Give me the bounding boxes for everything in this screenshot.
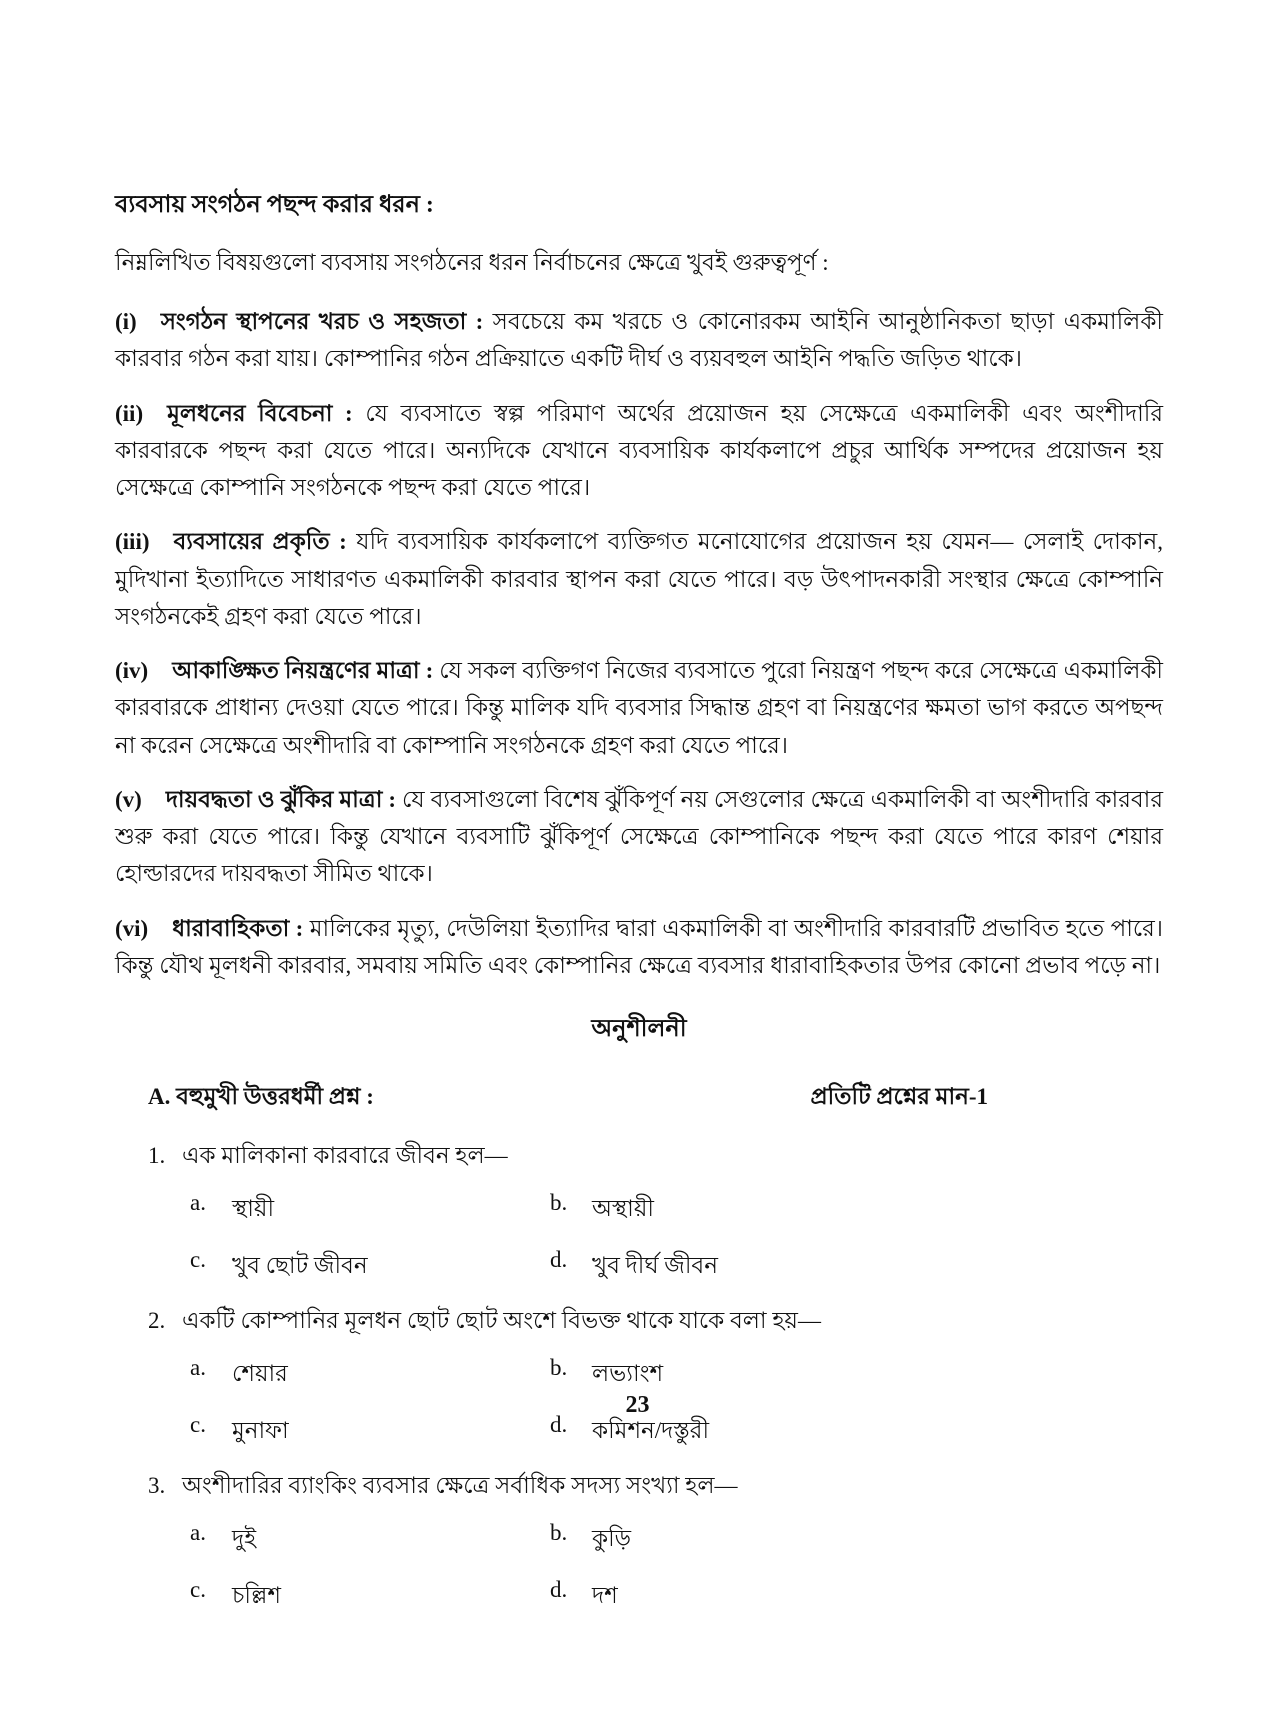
page-number: 23 [625, 1392, 650, 1418]
point-term: আকাঙ্ক্ষিত নিয়ন্ত্রণের মাত্রা : [172, 658, 434, 683]
point-text: যে সকল ব্যক্তিগণ নিজের ব্যবসাতে পুরো নিয়ন্ত্রণ পছন্দ করে সেক্ষেত্রে একমালিকী কারবারকে প্রাধান্য দেওয়া যেতে পারে। কিন্তু মালিক যদি ব্যবসার সিদ্ধান্ত গ্রহণ বা নিয়ন্ত্রণের ক্ষমতা ভাগ করতে অপছন্দ না করেন সেক্ষেত্রে অংশীদারি বা কোম্পানি সংগঠনকে গ্রহণ করা যেতে পারে। [115, 658, 1163, 758]
point-text: যে ব্যবসাতে স্বল্প পরিমাণ অর্থের প্রয়োজন হয় সেক্ষেত্রে একমালিকী এবং অংশীদারি কারবারকে পছন্দ করা যেতে পারে। অন্যদিকে যেখানে ব্যবসায়িক কার্যকলাপে প্রচুর আর্থিক সম্পদের প্রয়োজন হয় সেক্ষেত্রে কোম্পানি সংগঠনকে পছন্দ করা যেতে পারে। [115, 400, 1163, 500]
question-number: 3. [148, 1473, 166, 1498]
options-grid [115, 1520, 1163, 1616]
point-term: মূলধনের বিবেচনা : [167, 400, 353, 426]
point-number: (vi) [115, 915, 149, 941]
option-text-d: খুব দীর্ঘ জীবন [592, 1253, 718, 1278]
point-iv [115, 652, 1163, 764]
question-text: একটি কোম্পানির মূলধন ছোট ছোট অংশে বিভক্ত থাকে যাকে বলা হয়— [182, 1308, 821, 1333]
question-text: এক মালিকানা কারবারে জীবন হল— [182, 1143, 508, 1168]
option-text-c: খুব ছোট জীবন [232, 1253, 368, 1278]
point-vi [115, 910, 1163, 985]
section-a-header [115, 1078, 1163, 1117]
option-text-b: অস্থায়ী [592, 1196, 654, 1221]
option-label-d: d. [550, 1412, 568, 1437]
option-label-b: b. [550, 1190, 568, 1215]
intro-paragraph: নিম্নলিখিত বিষয়গুলো ব্যবসায় সংগঠনের ধরন নির্বাচনের ক্ষেত্রে খুবই গুরুত্বপূর্ণ : [115, 250, 829, 275]
exercise-heading: অনুশীলনী [591, 1016, 687, 1042]
question-line [115, 1467, 1163, 1506]
question-number: 2. [148, 1308, 166, 1333]
point-term: ব্যবসায়ের প্রকৃতি : [173, 529, 347, 555]
question-1 [115, 1137, 1163, 1286]
option-text-b: কুড়ি [592, 1526, 632, 1551]
option-label-a: a. [190, 1190, 206, 1215]
option-text-a: শেয়ার [232, 1361, 288, 1386]
section-a-label: A. বহুমুখী উত্তরধর্মী প্রশ্ন : [148, 1084, 374, 1109]
point-text: যদি ব্যবসায়িক কার্যকলাপে ব্যক্তিগত মনোযোগের প্রয়োজন হয় যেমন— সেলাই দোকান, মুদিখানা ইত্যাদিতে সাধারণত একমালিকী কারবার স্থাপন করা যেতে পারে। বড় উৎপাদনকারী সংস্থার ক্ষেত্রে কোম্পানি সংগঠনকেই গ্রহণ করা যেতে পারে। [115, 529, 1163, 629]
question-text: অংশীদারির ব্যাংকিং ব্যবসার ক্ষেত্রে সর্বাধিক সদস্য সংখ্যা হল— [182, 1473, 738, 1498]
option-text-d: দশ [592, 1583, 618, 1608]
point-term: সংগঠন স্থাপনের খরচ ও সহজতা : [160, 309, 484, 334]
question-line [115, 1137, 1163, 1176]
point-text: সবচেয়ে কম খরচে ও কোনোরকম আইনি আনুষ্ঠানিকতা ছাড়া একমালিকী কারবার গঠন করা যায়। কোম্পানির গঠন প্রক্রিয়াতে একটি দীর্ঘ ও ব্যয়বহুল আইনি পদ্ধতি জড়িত থাকে। [115, 309, 1163, 372]
option-text-a: স্থায়ী [232, 1196, 275, 1221]
point-term: ধারাবাহিকতা : [172, 915, 304, 941]
option-label-d: d. [550, 1577, 568, 1602]
options-grid [115, 1190, 1163, 1286]
option-text-a: দুই [232, 1526, 257, 1551]
option-label-b: b. [550, 1520, 568, 1545]
point-number: (v) [115, 786, 142, 812]
question-line [115, 1302, 1163, 1341]
point-text: মালিকের মৃত্যু, দেউলিয়া ইত্যাদির দ্বারা একমালিকী বা অংশীদারি কারবারটি প্রভাবিত হতে পারে। কিন্তু যৌথ মূলধনী কারবার, সমবায় সমিতি এবং কোম্পানির ক্ষেত্রে ব্যবসার ধারাবাহিকতার উপর কোনো প্রভাব পড়ে না। [115, 915, 1164, 978]
point-i [115, 303, 1163, 378]
option-text-c: মুনাফা [232, 1418, 289, 1443]
question-number: 1. [148, 1143, 166, 1168]
option-text-c: চল্লিশ [232, 1583, 281, 1608]
option-label-c: c. [190, 1412, 206, 1437]
question-2 [115, 1302, 1163, 1451]
option-label-c: c. [190, 1577, 206, 1602]
point-ii [115, 395, 1163, 507]
option-label-a: a. [190, 1355, 206, 1380]
question-3 [115, 1467, 1163, 1616]
point-number: (i) [115, 309, 137, 334]
page-title: ব্যবসায় সংগঠন পছন্দ করার ধরন : [115, 192, 434, 218]
point-iii [115, 523, 1163, 635]
option-label-a: a. [190, 1520, 206, 1545]
option-label-b: b. [550, 1355, 568, 1380]
section-a-marks: প্রতিটি প্রশ্নের মান-1 [810, 1084, 988, 1109]
option-label-d: d. [550, 1247, 568, 1272]
point-text: যে ব্যবসাগুলো বিশেষ ঝুঁকিপূর্ণ নয় সেগুলোর ক্ষেত্রে একমালিকী বা অংশীদারি কারবার শুরু করা যেতে পারে। কিন্তু যেখানে ব্যবসাটি ঝুঁকিপূর্ণ সেক্ষেত্রে কোম্পানিকে পছন্দ করা যেতে পারে কারণ শেয়ার হোল্ডারদের দায়বদ্ধতা সীমিত থাকে। [115, 786, 1163, 887]
point-term: দায়বদ্ধতা ও ঝুঁকির মাত্রা : [165, 786, 397, 812]
point-number: (iv) [115, 658, 149, 683]
option-text-d: কমিশন/দস্তুরী [592, 1418, 710, 1443]
option-text-b: লভ্যাংশ [592, 1361, 664, 1386]
option-label-c: c. [190, 1247, 206, 1272]
point-number: (iii) [115, 529, 150, 555]
point-number: (ii) [115, 400, 144, 426]
point-v [115, 781, 1163, 893]
